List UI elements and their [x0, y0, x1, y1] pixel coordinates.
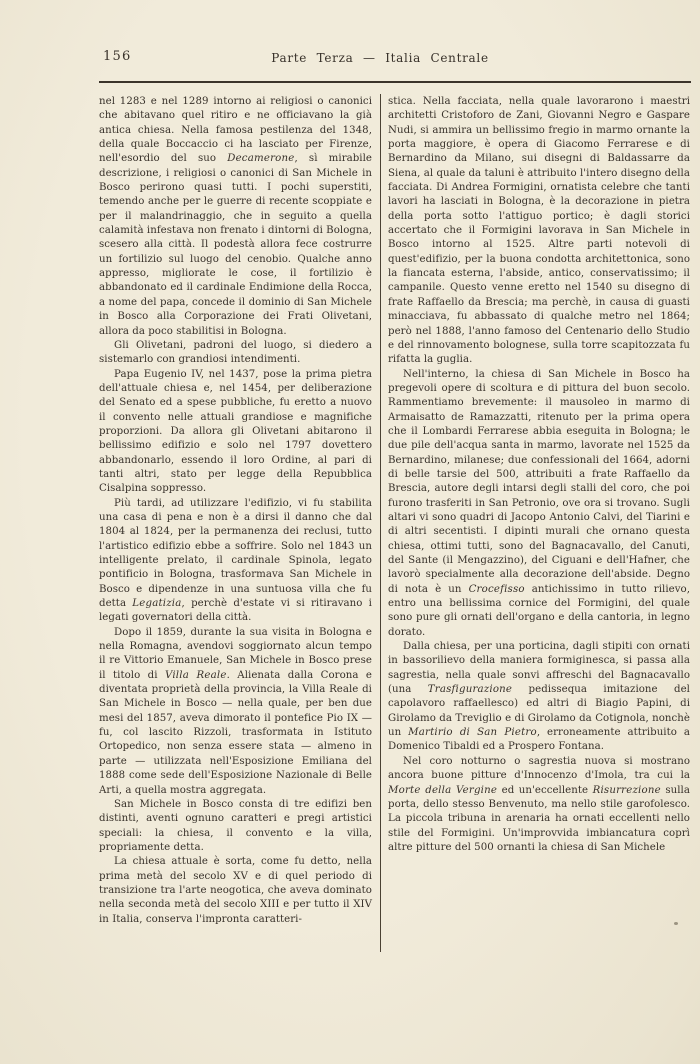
column-divider-rule	[380, 94, 381, 952]
text-column-right	[388, 95, 690, 855]
paragraph: San Michele in Bosco consta di tre edifizi ben distinti, aventi ognuno caratteri e pregi artistici speciali: la chiesa, il convento e la villa, propriamente detta.	[99, 798, 372, 853]
paragraph: Dalla chiesa, per una porticina, dagli stipiti con ornati in bassorilievo della maniera formiginesca, si passa alla sagrestia, nella quale sonvi affreschi del Bagnacavallo (una Trasfigurazione pedissequa imitazione del capolavoro raffaellesco) ed altri di Biagio Papini, di Girolamo da Treviglio e di Girolamo da Cotignola, nonchè un Martirio di San Pietro, erroneamente attribuito a Domenico Tibaldi ed a Prospero Fontana.	[388, 641, 690, 753]
paragraph: Più tardi, ad utilizzare l'edifizio, vi fu stabilita una casa di pena e non è a dirsi il danno che dal 1804 al 1824, per la permanenza dei reclusi, tutto l'artistico edifizio ebbe a soffrire. Solo nel 1843 un intelligente prelato, il cardinale Spinola, legato pontificio in Bologna, trasformava San Michele in Bosco e dipendenze in una suntuosa villa che fu detta Legatizia, perchè d'estate vi si ritiravano i legati governatori della città.	[99, 497, 372, 624]
running-title: Parte Terza — Italia Centrale	[271, 51, 489, 65]
header-rule	[99, 81, 691, 83]
scan-speck	[674, 922, 678, 925]
paragraph: stica. Nella facciata, nella quale lavorarono i maestri architetti Cristoforo de Zani, Giovanni Negro e Gaspare Nudi, si ammira un bellissimo fregio in marmo ornante la porta maggiore, è opera di Giacomo Ferrarese e di Bernardino da Milano, sui disegni di Baldassarre da Siena, al quale da taluni è attribuito l'intero disegno della facciata. Di Andrea Formigini, ornatista celebre che tanti lavori ha lasciati in Bologna, è la decorazione in pietra della porta sotto l'attiguo portico; è dagli storici accertato che il Formigini lavorava in San Michele in Bosco intorno al 1525. Altre parti notevoli di quest'edifizio, per la buona condotta architettonica, sono la fiancata esterna, l'abside, antico, conservatissimo; il campanile. Questo venne eretto nel 1540 su disegno di frate Raffaello da Brescia; ma perchè, in causa di guasti minacciava, fu abbassato di qualche metro nel 1864; però nel 1888, l'anno famoso del Centenario dello Studio e del rinnovamento bolognese, sulla torre scapitozzata fu rifatta la guglia.	[388, 96, 690, 366]
text-column-left	[99, 95, 372, 927]
paragraph: Gli Olivetani, padroni del luogo, si diedero a sistemarlo con grandiosi intendimenti.	[99, 339, 372, 366]
paragraph: Papa Eugenio IV, nel 1437, pose la prima pietra dell'attuale chiesa e, nel 1454, per deliberazione del Senato ed a spese pubbliche, fu eretto a nuovo il convento nelle attuali grandiose e magnifiche proporzioni. Da allora gli Olivetani abitarono il bellissimo edifizio e solo nel 1797 dovettero abbandonarlo, essendo il loro Ordine, al pari di tanti altri, stato per legge della Repubblica Cisalpina soppresso.	[99, 368, 372, 495]
page-number: 156	[103, 49, 132, 64]
paragraph: La chiesa attuale è sorta, come fu detto, nella prima metà del secolo XV e di quel periodo di transizione tra l'arte neogotica, che aveva dominato nella seconda metà del secolo XIII e per tutto il XIV in Italia, conserva l'impronta caratteri-	[99, 856, 372, 925]
paragraph: Dopo il 1859, durante la sua visita in Bologna e nella Romagna, avendovi soggiornato alcun tempo il re Vittorio Emanuele, San Michele in Bosco prese il titolo di Villa Reale. Alienata dalla Corona e diventata proprietà della provincia, la Villa Reale di San Michele in Bosco — nella quale, per ben due mesi del 1857, aveva dimorato il pontefice Pio IX — fu, col lascito Rizzoli, trasformata in Istituto Ortopedico, non senza essere stata — almeno in parte — utilizzata nell'Esposizione Emiliana del 1888 come sede dell'Esposizione Nazionale di Belle Arti, a quella mostra aggregata.	[99, 626, 372, 796]
paragraph: Nel coro notturno o sagrestia nuova si mostrano ancora buone pitture d'Innocenzo d'Imola, tra cui la Morte della Vergine ed un'eccellente Risurrezione sulla porta, dello stesso Benvenuto, ma nello stile garofolesco. La piccola tribuna in arenaria ha ornati eccellenti nello stile del Formigini. Un'improvvida imbiancatura coprì altre pitture del 500 ornanti la chiesa di San Michele	[388, 755, 690, 853]
paragraph: Nell'interno, la chiesa di San Michele in Bosco ha pregevoli opere di scoltura e di pittura del buon secolo. Rammentiamo brevemente: il mausoleo in marmo di Armaisatto de Ramazzatti, ritenuto per la prima opera che il Lombardi Ferrarese abbia eseguita in Bologna; le due pile dell'acqua santa in marmo, lavorate nel 1525 da Bernardino, milanese; due confessionali del 1664, adorni di belle tarsie del 500, attribuiti a frate Raffaello da Brescia, autore degli intarsi degli stalli del coro, che poi furono trasferiti in San Petronio, ove ora si trovano. Sugli altari vi sono quadri di Jacopo Antonio Calvi, del Tiarini e di altri secentisti. I dipinti murali che ornano questa chiesa, ottimi tutti, sono del Bagnacavallo, del Canuti, del Sante (il Mengazzino), del Ciguani e dell'Hafner, che lavorò specialmente alla decorazione dell'abside. Degno di nota è un Crocefisso antichissimo in tutto rilievo, entro una bellissima cornice del Formigini, del quale sono pure gli ornati dell'organo e della cantoria, in legno dorato.	[388, 368, 690, 638]
paragraph: nel 1283 e nel 1289 intorno ai religiosi o canonici che abitavano quel ritiro e ne officiavano la già antica chiesa. Nella famosa pestilenza del 1348, della quale Boccaccio ci ha lasciato per Firenze, nell'esordio del suo Decamerone, sì mirabile descrizione, i religiosi o canonici di San Michele in Bosco perirono quasi tutti. I pochi superstiti, temendo anche per le guerre di recente scoppiate e per il malandrinaggio, che in seguito a quella calamità infestava non frenato i dintorni di Bologna, scesero alla città. Il podestà allora fece costrurre un fortilizio sul luogo del cenobio. Qualche anno appresso, migliorate le cose, il fortilizio è abbandonato ed il cardinale Endimione della Rocca, a nome del papa, concede il dominio di San Michele in Bosco alla Corporazione dei Frati Olivetani, allora da poco stabilitisi in Bologna.	[99, 96, 372, 337]
